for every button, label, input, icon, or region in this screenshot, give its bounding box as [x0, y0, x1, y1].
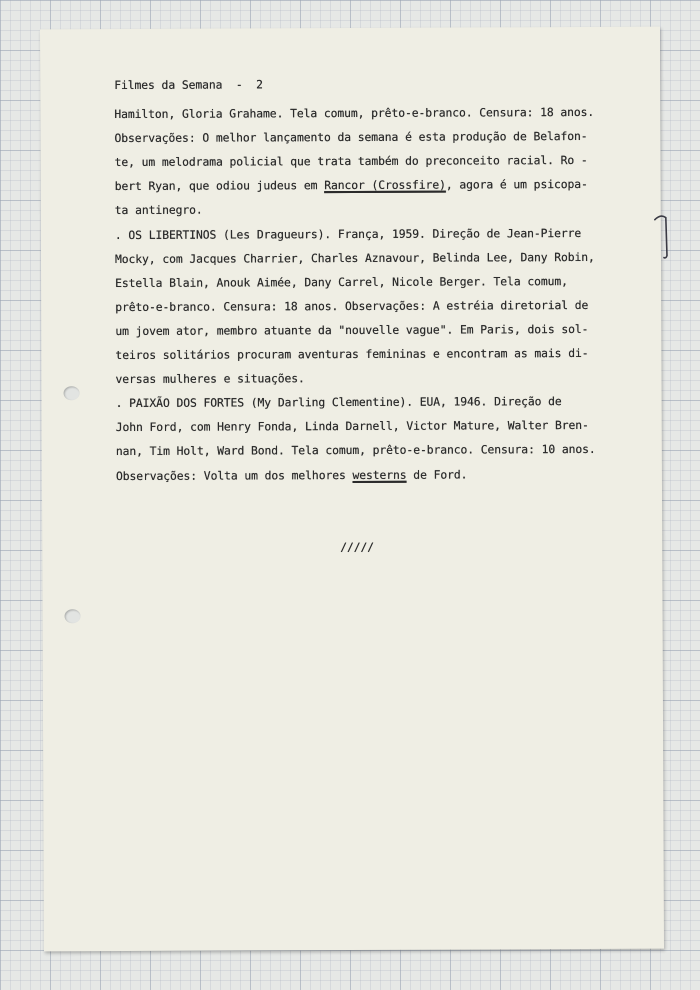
typed-text — [114, 71, 668, 560]
punch-hole — [65, 609, 81, 623]
text-line: nan, Tim Holt, Ward Bond. Tela comum, prêto-e-branco. Censura: 10 anos. — [115, 442, 596, 459]
text-line: Hamilton, Gloria Grahame. Tela comum, prêto-e-branco. Censura: 18 anos. — [114, 105, 595, 122]
text-line: teiros solitários procuram aventuras femininas e encontram as mais di- — [115, 345, 589, 363]
underlined-genre: westerns — [352, 467, 407, 482]
text-line: . OS LIBERTINOS (Les Dragueurs). França, 1959. Direção de Jean-Pierre — [114, 225, 582, 242]
text-line: Estella Blain, Anouk Aimée, Dany Carrel, Nicole Berger. Tela comum, — [115, 273, 568, 290]
underlined-film-title: Rancor (Crossfire) — [324, 177, 446, 193]
text-line: um jovem ator, membro atuante da "nouvelle vague". Em Paris, dois sol- — [115, 321, 589, 338]
entry-os-libertinos — [115, 220, 668, 391]
text-line: Mocky, com Jacques Charrier, Charles Aznavour, Belinda Lee, Dany Robin, — [114, 249, 595, 266]
text-line — [115, 172, 667, 199]
text-line: Observações: O melhor lançamento da semana é esta produção de Belafon- — [114, 129, 588, 146]
text-line — [116, 461, 668, 488]
text-line: John Ford, com Henry Fonda, Linda Darnell, Victor Mature, Walter Bren- — [115, 418, 589, 435]
entry-paixao-dos-fortes — [116, 389, 668, 488]
document-page — [40, 27, 664, 952]
text-line: ta antinegro. — [114, 203, 203, 218]
page-header: Filmes da Semana - 2 — [114, 77, 263, 93]
end-mark: ///// — [340, 539, 375, 554]
text-line: te, um melodrama policial que trata também do preconceito racial. Ro - — [114, 153, 588, 170]
punch-hole — [64, 386, 80, 400]
text-span: Observações: Volta um dos melhores — [115, 467, 353, 483]
text-span: de Ford. — [406, 466, 468, 482]
text-line: . PAIXÃO DOS FORTES (My Darling Clementine). EUA, 1946. Direção de — [115, 394, 562, 411]
entry-continuation — [114, 100, 667, 223]
text-span: bert Ryan, que odiou judeus em — [114, 178, 325, 194]
text-span: , agora é um psicopa- — [445, 177, 588, 192]
text-line: versas mulheres e situações. — [115, 371, 305, 387]
text-line: prêto-e-branco. Censura: 18 anos. Observações: A estréia diretorial de — [115, 297, 589, 314]
